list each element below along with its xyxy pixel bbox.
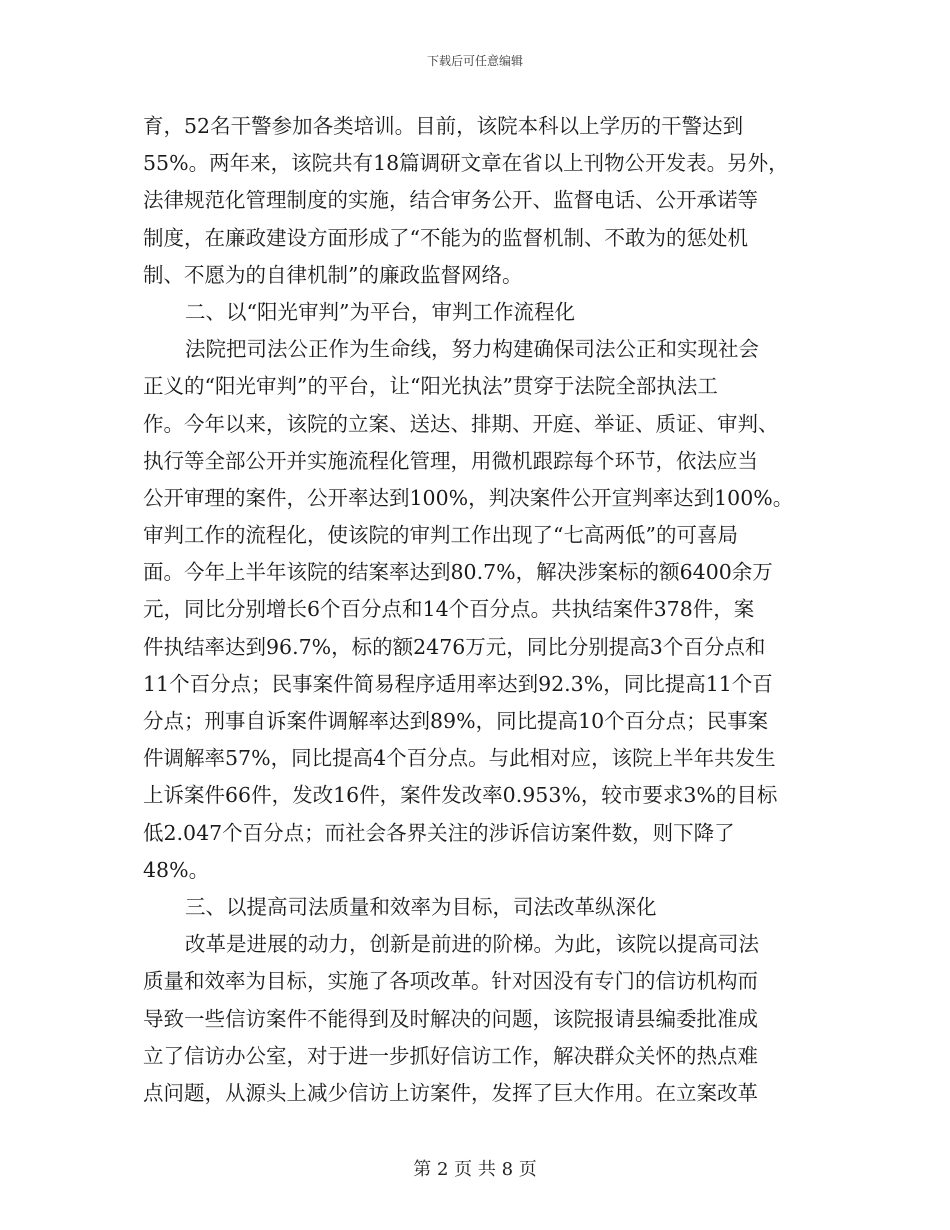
text-line: 作。今年以来，该院的立案、送达、排期、开庭、举证、质证、审判、 <box>143 411 779 436</box>
text-line: 公开审理的案件，公开率达到100%，判决案件公开宣判率达到100%。 <box>143 485 794 510</box>
text-line: 面。今年上半年该院的结案率达到80.7%，解决涉案标的额6400余万 <box>143 560 773 585</box>
text-line: 11个百分点；民事案件简易程序适用率达到92.3%，同比提高11个百 <box>143 671 773 696</box>
text-line: 件执结率达到96.7%，标的额2476万元，同比分别提高3个百分点和 <box>143 634 766 659</box>
text-line: 55%。两年来，该院共有18篇调研文章在省以上刊物公开发表。另外， <box>143 151 789 176</box>
text-line: 执行等全部公开并实施流程化管理，用微机跟踪每个环节，依法应当 <box>143 448 758 473</box>
text-line: 48%。 <box>143 857 210 882</box>
text-line: 元，同比分别增长6个百分点和14个百分点。共执结案件378件，案 <box>143 597 755 622</box>
page-footer: 第 2 页 共 8 页 <box>413 1159 537 1180</box>
text-line: 件调解率57%，同比提高4个百分点。与此相对应，该院上半年共发生 <box>143 746 776 771</box>
text-line: 法律规范化管理制度的实施，结合审务公开、监督电话、公开承诺等 <box>143 188 758 213</box>
text-line: 质量和效率为目标，实施了各项改革。针对因没有专门的信访机构而 <box>143 969 758 994</box>
text-line: 立了信访办公室，对于进一步抓好信访工作，解决群众关怀的热点难 <box>143 1043 758 1068</box>
text-line: 上诉案件66件，发改16件，案件发改率0.953%，较市要求3%的目标 <box>143 783 778 808</box>
text-line: 点问题，从源头上减少信访上访案件，发挥了巨大作用。在立案改革 <box>143 1080 758 1105</box>
text-line: 三、以提高司法质量和效率为目标，司法改革纵深化 <box>185 894 657 919</box>
text-line: 二、以“阳光审判”为平台，审判工作流程化 <box>185 299 575 324</box>
text-line: 分点；刑事自诉案件调解率达到89%，同比提高10个百分点；民事案 <box>143 709 769 733</box>
text-line: 制、不愿为的自律机制”的廉政监督网络。 <box>143 262 523 287</box>
text-line: 正义的“阳光审判”的平台，让“阳光执法”贯穿于法院全部执法工 <box>143 374 718 399</box>
text-line: 法院把司法公正作为生命线，努力构建确保司法公正和实现社会 <box>185 337 759 362</box>
text-line: 审判工作的流程化，使该院的审判工作出现了“七高两低”的可喜局 <box>143 523 738 548</box>
text-line: 制度，在廉政建设方面形成了“不能为的监督机制、不敢为的惩处机 <box>143 225 748 250</box>
text-line: 育，52名干警参加各类培训。目前，该院本科以上学历的干警达到 <box>143 114 744 138</box>
text-line: 低2.047个百分点；而社会各界关注的涉诉信访案件数，则下降了 <box>143 820 735 845</box>
text-line: 导致一些信访案件不能得到及时解决的问题，该院报请县编委批准成 <box>143 1006 758 1031</box>
text-line: 改革是进展的动力，创新是前进的阶梯。为此，该院以提高司法 <box>185 932 759 957</box>
document-body <box>143 108 813 1112</box>
page-header: 下载后可任意编辑 <box>426 54 523 68</box>
